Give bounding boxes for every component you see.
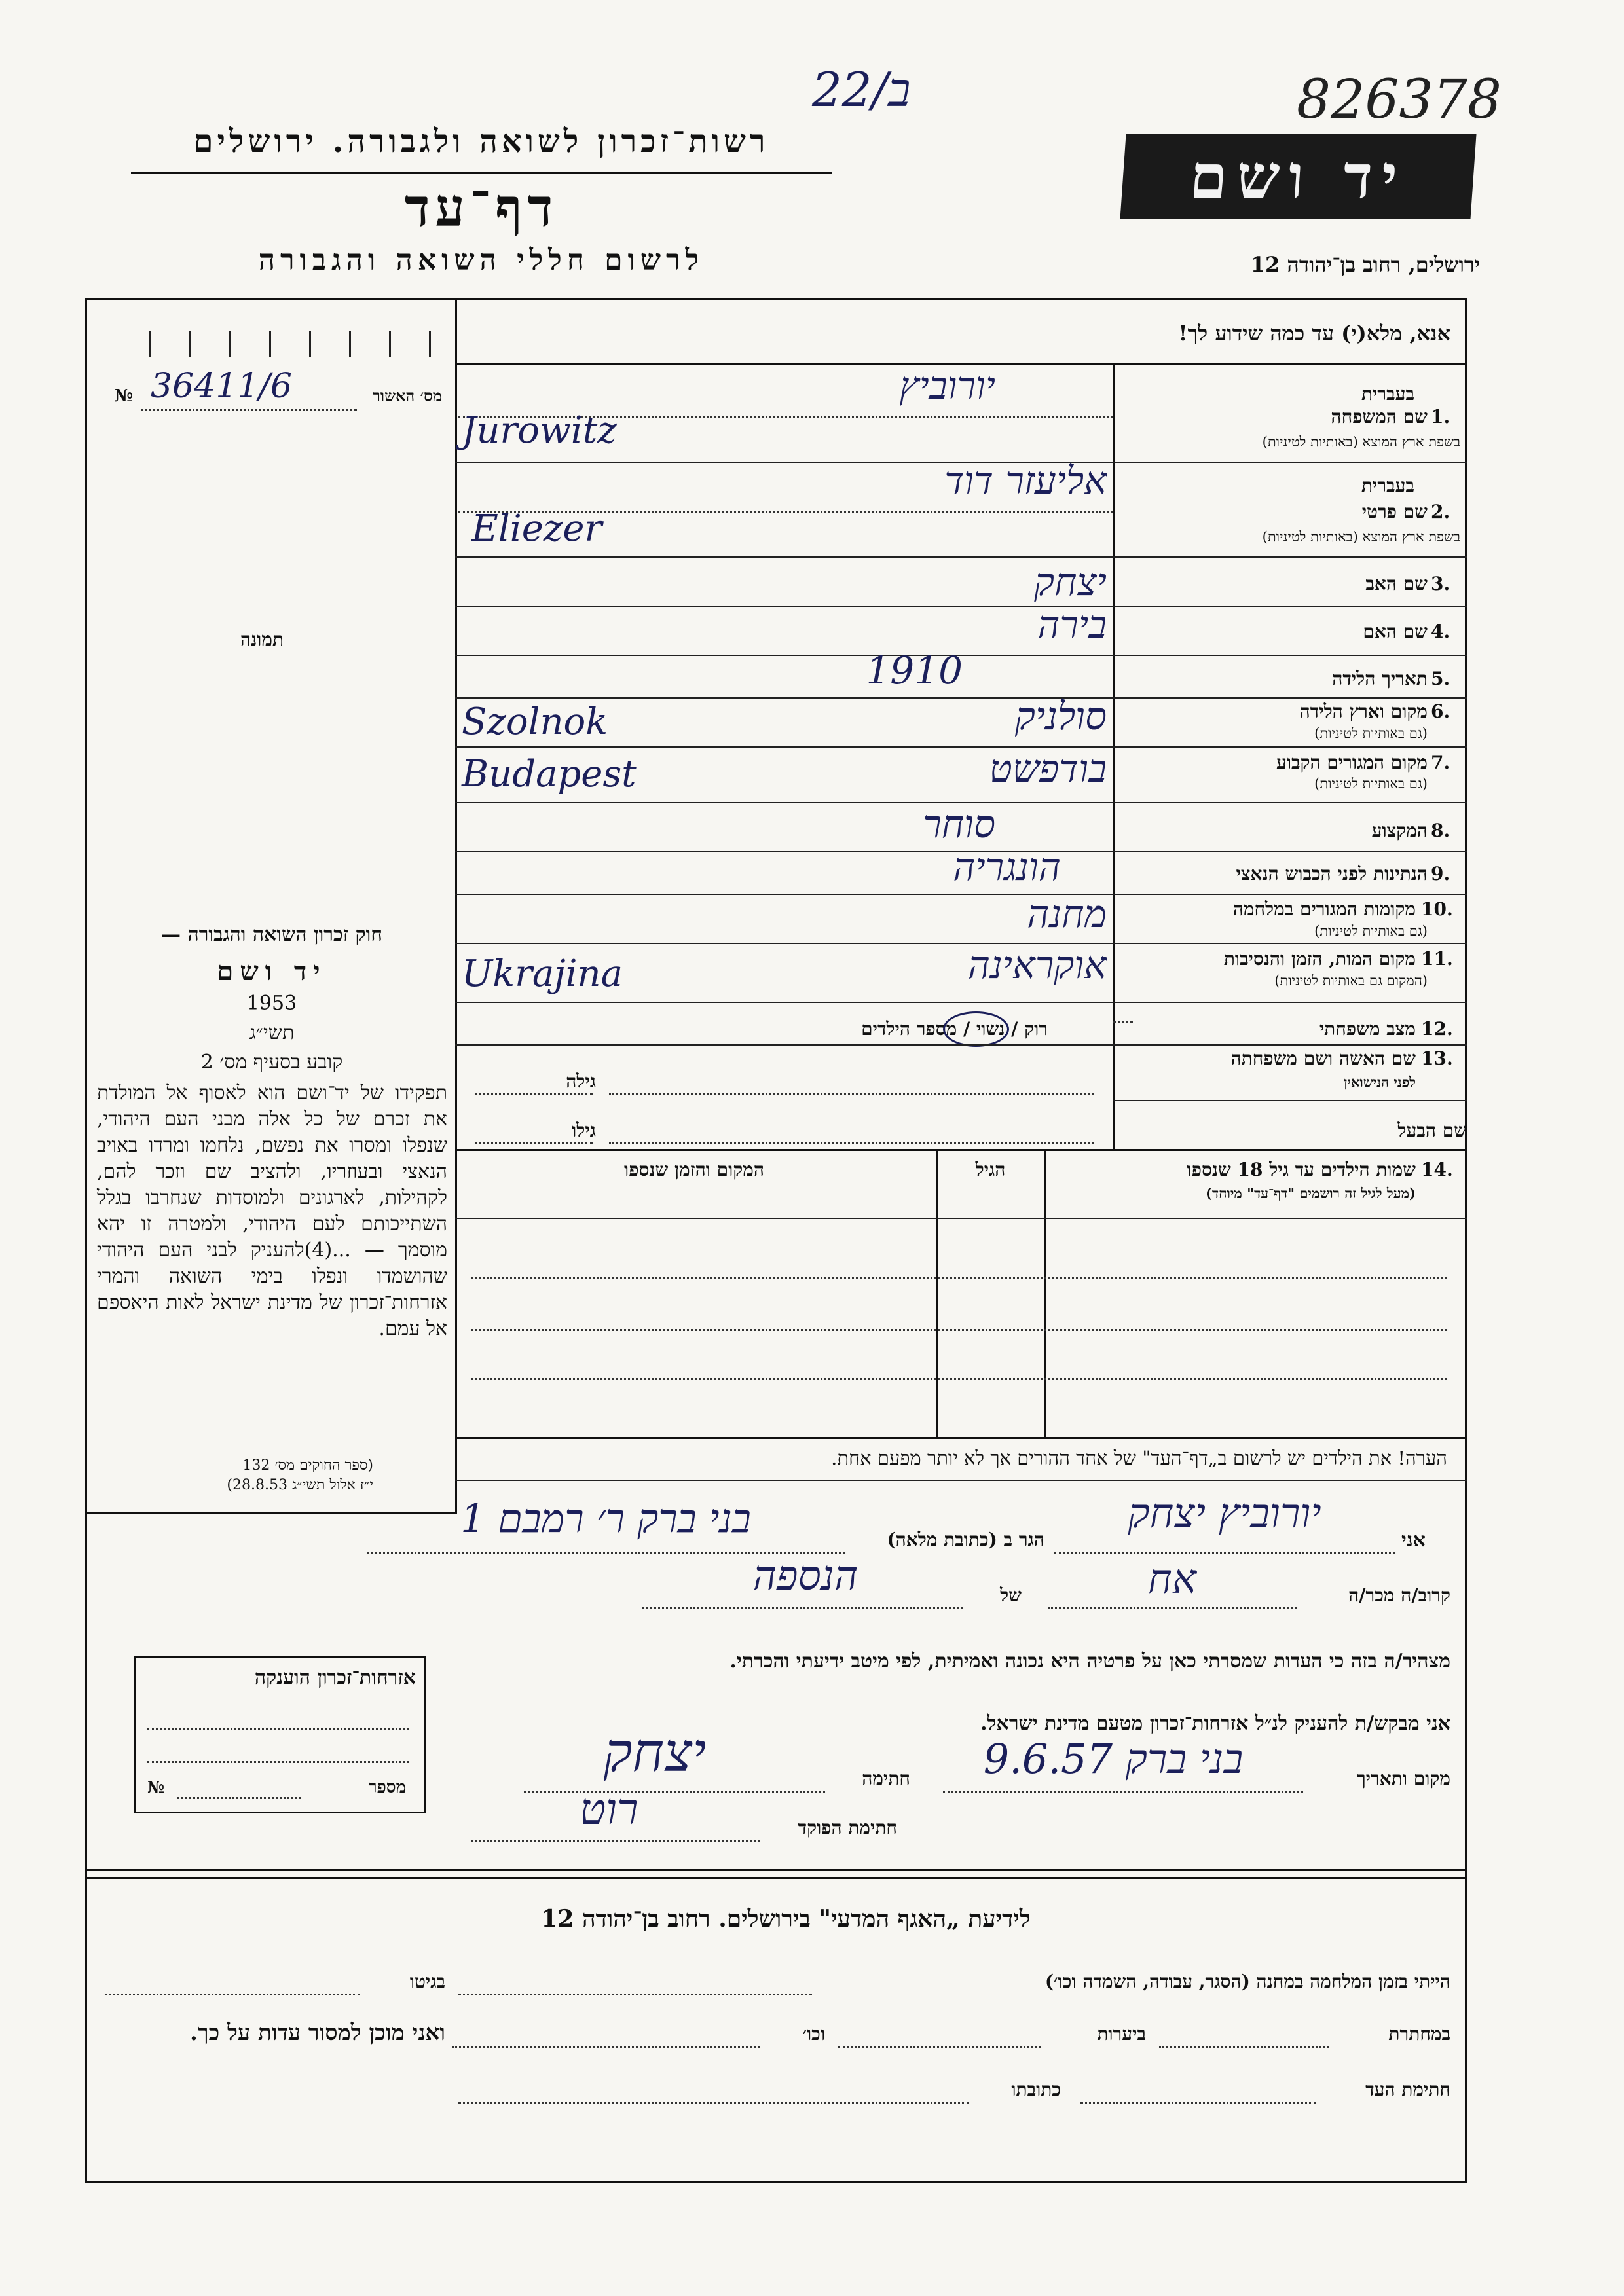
note-divider	[455, 1480, 1467, 1481]
field-7-num: 7.	[1431, 752, 1450, 773]
wartime-residence: מחנה	[1027, 892, 1107, 936]
mother-name: בירה	[1037, 602, 1107, 647]
family-name-latin: Jurowitz	[462, 409, 617, 452]
row-11-divider	[455, 1002, 1467, 1003]
children-col-2	[1044, 1149, 1046, 1437]
citizenship-title: אזרחות־זכרון הוענקה	[254, 1666, 416, 1689]
field-13-sub: לפני הנישואין	[1344, 1074, 1416, 1090]
citizenship-dots-1	[147, 1728, 409, 1730]
children-header-divider	[455, 1218, 1467, 1219]
handwritten-file-mark: ב/22	[812, 62, 911, 117]
footer-rule-2	[85, 1877, 1467, 1879]
nationality: הונגריה	[953, 845, 1061, 889]
field-6-sub: (גם באותיות לטיניות)	[1314, 725, 1428, 741]
death-place-he: אוקראינה	[967, 943, 1107, 987]
field-12-label: מצב משפחתי	[1319, 1018, 1416, 1040]
relation-dots	[1048, 1607, 1297, 1609]
address-line: ירושלים, רחוב בן־יהודה 12	[1250, 252, 1480, 277]
birth-date: 1910	[866, 648, 963, 693]
field-3-num: 3.	[1431, 573, 1450, 594]
footer-line2-b: ביערות	[1097, 2023, 1146, 2045]
law-year-value: 1953	[246, 992, 297, 1015]
citizenship-number-label: מספר	[368, 1777, 406, 1797]
footer-line1-dots-b	[105, 1994, 360, 1995]
law-source-date: י״ז אלול תשי״ג 28.8.53)	[227, 1477, 373, 1493]
footer-line2-d: ואני מוכן למסור עדות על כך.	[190, 2020, 445, 2046]
archive-number: 826378	[1297, 69, 1502, 131]
law-year	[98, 992, 445, 1015]
marital-options: רוק / נשוי / מספר הילדים	[861, 1018, 1048, 1040]
authority-line: רשות־זכרון לשואה ולגבורה. ירושלים	[193, 123, 769, 160]
children-col-1	[936, 1149, 938, 1437]
father-name: יצחק	[1034, 560, 1107, 604]
field-11-label: מקום המות, הזמן והנסיבות	[1223, 948, 1416, 970]
field-13-num: 13.	[1421, 1048, 1453, 1069]
field-11-num: 11.	[1421, 948, 1453, 970]
children-age-col: הגיל	[975, 1159, 1006, 1180]
label-column-divider	[1113, 363, 1115, 1149]
footer-line3-b: כתובתו	[1011, 2079, 1061, 2100]
official-signature: רוט	[580, 1784, 638, 1834]
footer-rule-1	[85, 1869, 1467, 1871]
field-4-label: שם האם	[1363, 621, 1428, 642]
husband-name-dots	[609, 1142, 1094, 1144]
residence-he: בודפשט	[989, 746, 1107, 791]
declarant-signature: יצחק	[603, 1722, 707, 1784]
form-title: דף־עד	[404, 177, 559, 238]
field-2-sub: בשפת ארץ המוצא (באותיות לטיניות)	[1262, 529, 1460, 545]
hebrew-label-1: בעברית	[1361, 383, 1414, 405]
authority-underline	[131, 172, 832, 174]
instruction: אנא, מלא(י) עד כמה שידוע לך!	[1178, 321, 1450, 346]
field-1-num: 1.	[1431, 406, 1450, 428]
form-subtitle: לרשום חללי השואה והגבורה	[258, 244, 705, 277]
place-date-dots	[943, 1791, 1303, 1793]
marital-married-circle	[943, 1011, 1009, 1047]
row-12-divider	[455, 1044, 1467, 1046]
declarant-address: בני ברק ר׳ רמבם 1	[460, 1496, 751, 1542]
children-sub: (מעל לגיל זה רושמים "דף־עד" מיוחד)	[1206, 1185, 1416, 1201]
wife-name-dots	[609, 1093, 1094, 1095]
field-2-num: 2.	[1431, 501, 1450, 522]
row-3-divider	[455, 606, 1467, 607]
field-13-label: שם האשה ושם משפחתה	[1230, 1048, 1416, 1069]
footer-line2-dots-c	[452, 2046, 760, 2048]
children-row-3	[471, 1378, 1447, 1380]
death-place-latin: Ukrajina	[462, 953, 623, 995]
relation-value: אח	[1148, 1555, 1196, 1603]
field-2-label: שם פרטי	[1361, 501, 1428, 522]
field-10-sub: (גם באותיות לטיניות)	[1314, 923, 1428, 939]
registration-label: מס׳ האשור	[373, 386, 442, 405]
official-label: חתימת הפוקד	[798, 1817, 897, 1838]
field-12-num: 12.	[1421, 1018, 1453, 1040]
children-label: שמות הילדים עד גיל 18 שנספו	[1187, 1159, 1416, 1180]
place-date-value: בני ברק 9.6.57	[983, 1735, 1244, 1783]
field-5-num: 5.	[1431, 668, 1450, 689]
first-name-latin: Eliezer	[471, 507, 602, 550]
field-9-num: 9.	[1431, 863, 1450, 884]
husband-age-label: גילו	[572, 1120, 596, 1141]
law-source: (ספר החוקים מס׳ 132	[242, 1457, 373, 1474]
footer-line1-a: הייתי בזמן המלחמה במחנה (הסגר, עבודה, השמדה וכו׳)	[1044, 1971, 1450, 1992]
row-husband-divider	[455, 1149, 1467, 1151]
law-body: תפקידו של יד־ושם הוא לאסוף אל המולדת את זכרם של כל אלה מבני העם היהודי, שנפלו ומסרו את נפשם, נלחמו ומרדו באויב הנאצי ובעוזריו, ולהציב שם וזכר להם, לקהילות, לארגונים ולמוסדות שנחרבו בגלל השתייכותם לעם היהודי, ולמטרה זו יהא מוסמך — ...(4)להעניק לבני העם היהודי שהושמדו ונפלו בימי השואה והמרי אזרחות־זכרון של מדינת ישראל לאות היאספם אל עמם.	[97, 1082, 448, 1340]
first-name-he: אליעזר דוד	[944, 458, 1107, 503]
of-name-dots	[642, 1607, 963, 1609]
row-10-divider	[455, 943, 1467, 944]
children-note: הערה! את הילדים יש לרשום ב„דף־העד" של אחד ההורים אך לא יותר מפעם אחת.	[831, 1447, 1447, 1469]
profession: סוחר	[923, 802, 995, 847]
residence-latin: Budapest	[462, 753, 637, 795]
law-brand: יד ושם	[217, 956, 327, 987]
request-text: אני מבקש/ת להעניק לנ״ל אזרחות־זכרון מטעם מדינת ישראל.	[980, 1712, 1450, 1735]
left-column-divider	[455, 298, 457, 1512]
children-row-1	[471, 1277, 1447, 1279]
husband-label: שם הבעל	[1397, 1120, 1467, 1141]
field-4-num: 4.	[1431, 621, 1450, 642]
declarant-resides-label: הגר ב (כתובת מלאה)	[887, 1529, 1044, 1550]
footer-line1-dots-a	[458, 1994, 812, 1995]
law-year-he: תשי״ג	[249, 1021, 295, 1044]
place-date-label: מקום ותאריך	[1356, 1768, 1450, 1789]
family-name-he: יורוביץ	[899, 363, 995, 408]
wife-age-dots	[475, 1093, 593, 1095]
footer-line2-dots-b	[838, 2046, 1041, 2048]
field-3-label: שם האב	[1365, 573, 1428, 594]
children-num: 14.	[1421, 1159, 1453, 1180]
of-label: של	[1000, 1584, 1022, 1606]
row-6-divider	[455, 746, 1467, 748]
field-6-num: 6.	[1431, 701, 1450, 722]
law-clause: קובע בסעיף מס׳ 2	[200, 1051, 343, 1074]
logo-text: יד ושם	[1187, 141, 1409, 212]
children-place-col: המקום והזמן שנספו	[624, 1159, 764, 1180]
photo-label: תמונה	[240, 629, 284, 650]
field-7-sub: (גם באותיות לטיניות)	[1314, 776, 1428, 792]
footer-line2-dots-a	[1159, 2046, 1329, 2048]
hebrew-label-2: בעברית	[1361, 475, 1414, 496]
field-7-label: מקום המגורים הקבוע	[1276, 752, 1428, 773]
citizenship-no-label: №	[147, 1777, 165, 1796]
declarant-name: יורוביץ יצחק	[1128, 1489, 1321, 1537]
row-9-divider	[455, 894, 1467, 895]
birth-place-he: סולניק	[1014, 694, 1107, 738]
registration-dots	[141, 409, 357, 411]
footer-line2-a: במחתרת	[1388, 2023, 1450, 2045]
registration-value: 36411/6	[151, 367, 293, 406]
field-5-label: תאריך הלידה	[1332, 668, 1428, 689]
children-bottom	[455, 1437, 1467, 1439]
registration-ticks	[111, 331, 439, 357]
law-heading: חוק זכרון השואה והגבורה —	[161, 923, 382, 946]
row-2-divider	[455, 556, 1467, 558]
footer-heading: לידיעת „האגף המדעי" בירושלים. רחוב בן־יהודה 12	[541, 1905, 1031, 1933]
children-row-2	[471, 1329, 1447, 1331]
field-10-label: מקומות המגורים במלחמה	[1232, 898, 1416, 920]
field-8-num: 8.	[1431, 820, 1450, 841]
footer-line3-dots-a	[1080, 2102, 1316, 2104]
field-1-label: שם המשפחה	[1331, 406, 1428, 428]
signature-label: חתימה	[862, 1768, 910, 1789]
registration-no-label: №	[115, 386, 134, 406]
footer-line2-c: וכו׳	[802, 2023, 825, 2045]
field-9-label: הנתינות לפני הכבוש הנאצי	[1236, 863, 1428, 884]
row-5-divider	[455, 697, 1467, 699]
citizenship-number-dots	[177, 1797, 301, 1799]
yad-vashem-logo	[1120, 134, 1476, 219]
footer-line1-b: בגיטו	[409, 1971, 445, 1992]
of-name: הנספה	[752, 1552, 858, 1599]
field-11-sub: (המקום גם באותיות לטיניות)	[1274, 973, 1428, 989]
relative-label: קרוב/ה מכר/ה	[1348, 1584, 1450, 1606]
declaration-text: מצהיר/ה בזה כי העדות שמסרתי כאן על פרטיה היא נכונה ואמיתית, לפי מיטב ידיעתי והכרתי.	[729, 1650, 1450, 1673]
footer-line3-a: חתימת העד	[1365, 2079, 1450, 2100]
field-8-label: המקצוע	[1371, 820, 1428, 841]
field-6-label: מקום וארץ הלידה	[1299, 701, 1428, 722]
declarant-name-dots	[1054, 1552, 1395, 1554]
wife-age-label: גילה	[566, 1070, 596, 1092]
declarant-i-label: אני	[1401, 1529, 1426, 1552]
official-dots	[471, 1840, 760, 1842]
footer-line3-dots-b	[458, 2102, 969, 2104]
field-1-sub: בשפת ארץ המוצא (באותיות לטיניות)	[1262, 434, 1460, 450]
row-13-divider	[1113, 1100, 1467, 1101]
birth-place-latin: Szolnok	[462, 701, 608, 743]
row-12-dots	[1113, 1021, 1133, 1023]
husband-age-dots	[475, 1142, 593, 1144]
field-10-num: 10.	[1421, 898, 1453, 920]
citizenship-dots-2	[147, 1761, 409, 1763]
